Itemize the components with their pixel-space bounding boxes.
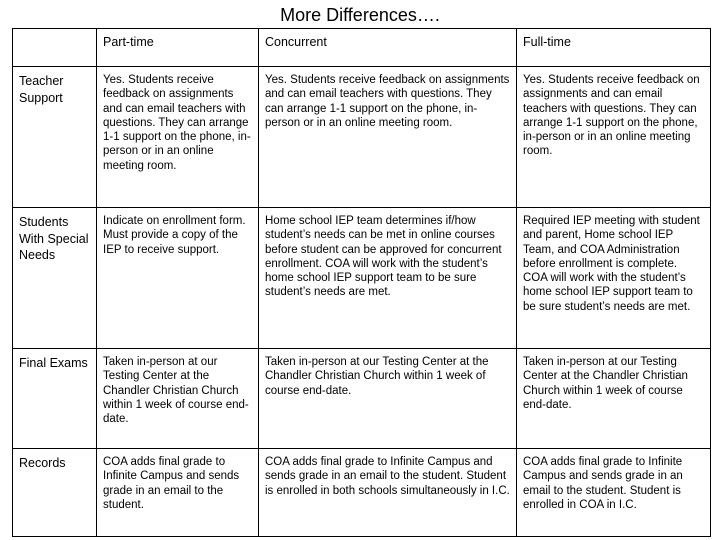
table-cell-concurrent: Yes. Students receive feedback on assignments and can email teachers with questions. They can arrange 1-1 support on the phone, in-person or in an online meeting room. (259, 67, 517, 208)
table-cell-full-time: Yes. Students receive feedback on assignments and can email teachers with questions. They can arrange 1-1 support on the phone, in-person or in an online meeting room. (517, 67, 711, 208)
table-row-records (13, 449, 711, 537)
column-header-empty (13, 29, 97, 67)
table-cell-part-time: COA adds final grade to Infinite Campus and sends grade in an email to the student. (97, 449, 259, 537)
table-cell-concurrent: Home school IEP team determines if/how student’s needs can be met in online courses before student can be approved for concurrent enrollment. COA will work with the student’s home school IEP support team to be sure student’s needs are met. (259, 208, 517, 349)
row-label: Teacher Support (13, 67, 97, 208)
table-cell-full-time: Required IEP meeting with student and parent, Home school IEP Team, and COA Administration before enrollment is complete. COA will work with the student’s home school IEP support team to be sure student’s needs are met. (517, 208, 711, 349)
table-row-final-exams (13, 349, 711, 449)
column-header-concurrent: Concurrent (259, 29, 517, 67)
column-header-part-time: Part-time (97, 29, 259, 67)
table-row-teacher-support (13, 67, 711, 208)
page-title: More Differences…. (280, 5, 440, 25)
comparison-table (12, 28, 711, 537)
row-label: Records (13, 449, 97, 537)
table-cell-part-time: Taken in-person at our Testing Center at the Chandler Christian Church within 1 week of course end-date. (97, 349, 259, 449)
table-cell-concurrent: COA adds final grade to Infinite Campus and sends grade in an email to the student. Student is enrolled in both schools simultaneously in I.C. (259, 449, 517, 537)
table-cell-part-time: Indicate on enrollment form. Must provide a copy of the IEP to receive support. (97, 208, 259, 349)
column-header-full-time: Full-time (517, 29, 711, 67)
table-row-special-needs (13, 208, 711, 349)
table-header-row (13, 29, 711, 67)
table-cell-part-time: Yes. Students receive feedback on assignments and can email teachers with questions. They can arrange 1-1 support on the phone, in-person or in an online meeting room. (97, 67, 259, 208)
table-cell-full-time: Taken in-person at our Testing Center at the Chandler Christian Church within 1 week of course end-date. (517, 349, 711, 449)
table-cell-concurrent: Taken in-person at our Testing Center at the Chandler Christian Church within 1 week of course end-date. (259, 349, 517, 449)
table-cell-full-time: COA adds final grade to Infinite Campus and sends grade in an email to the student. Student is enrolled in COA in I.C. (517, 449, 711, 537)
row-label: Students With Special Needs (13, 208, 97, 349)
row-label: Final Exams (13, 349, 97, 449)
